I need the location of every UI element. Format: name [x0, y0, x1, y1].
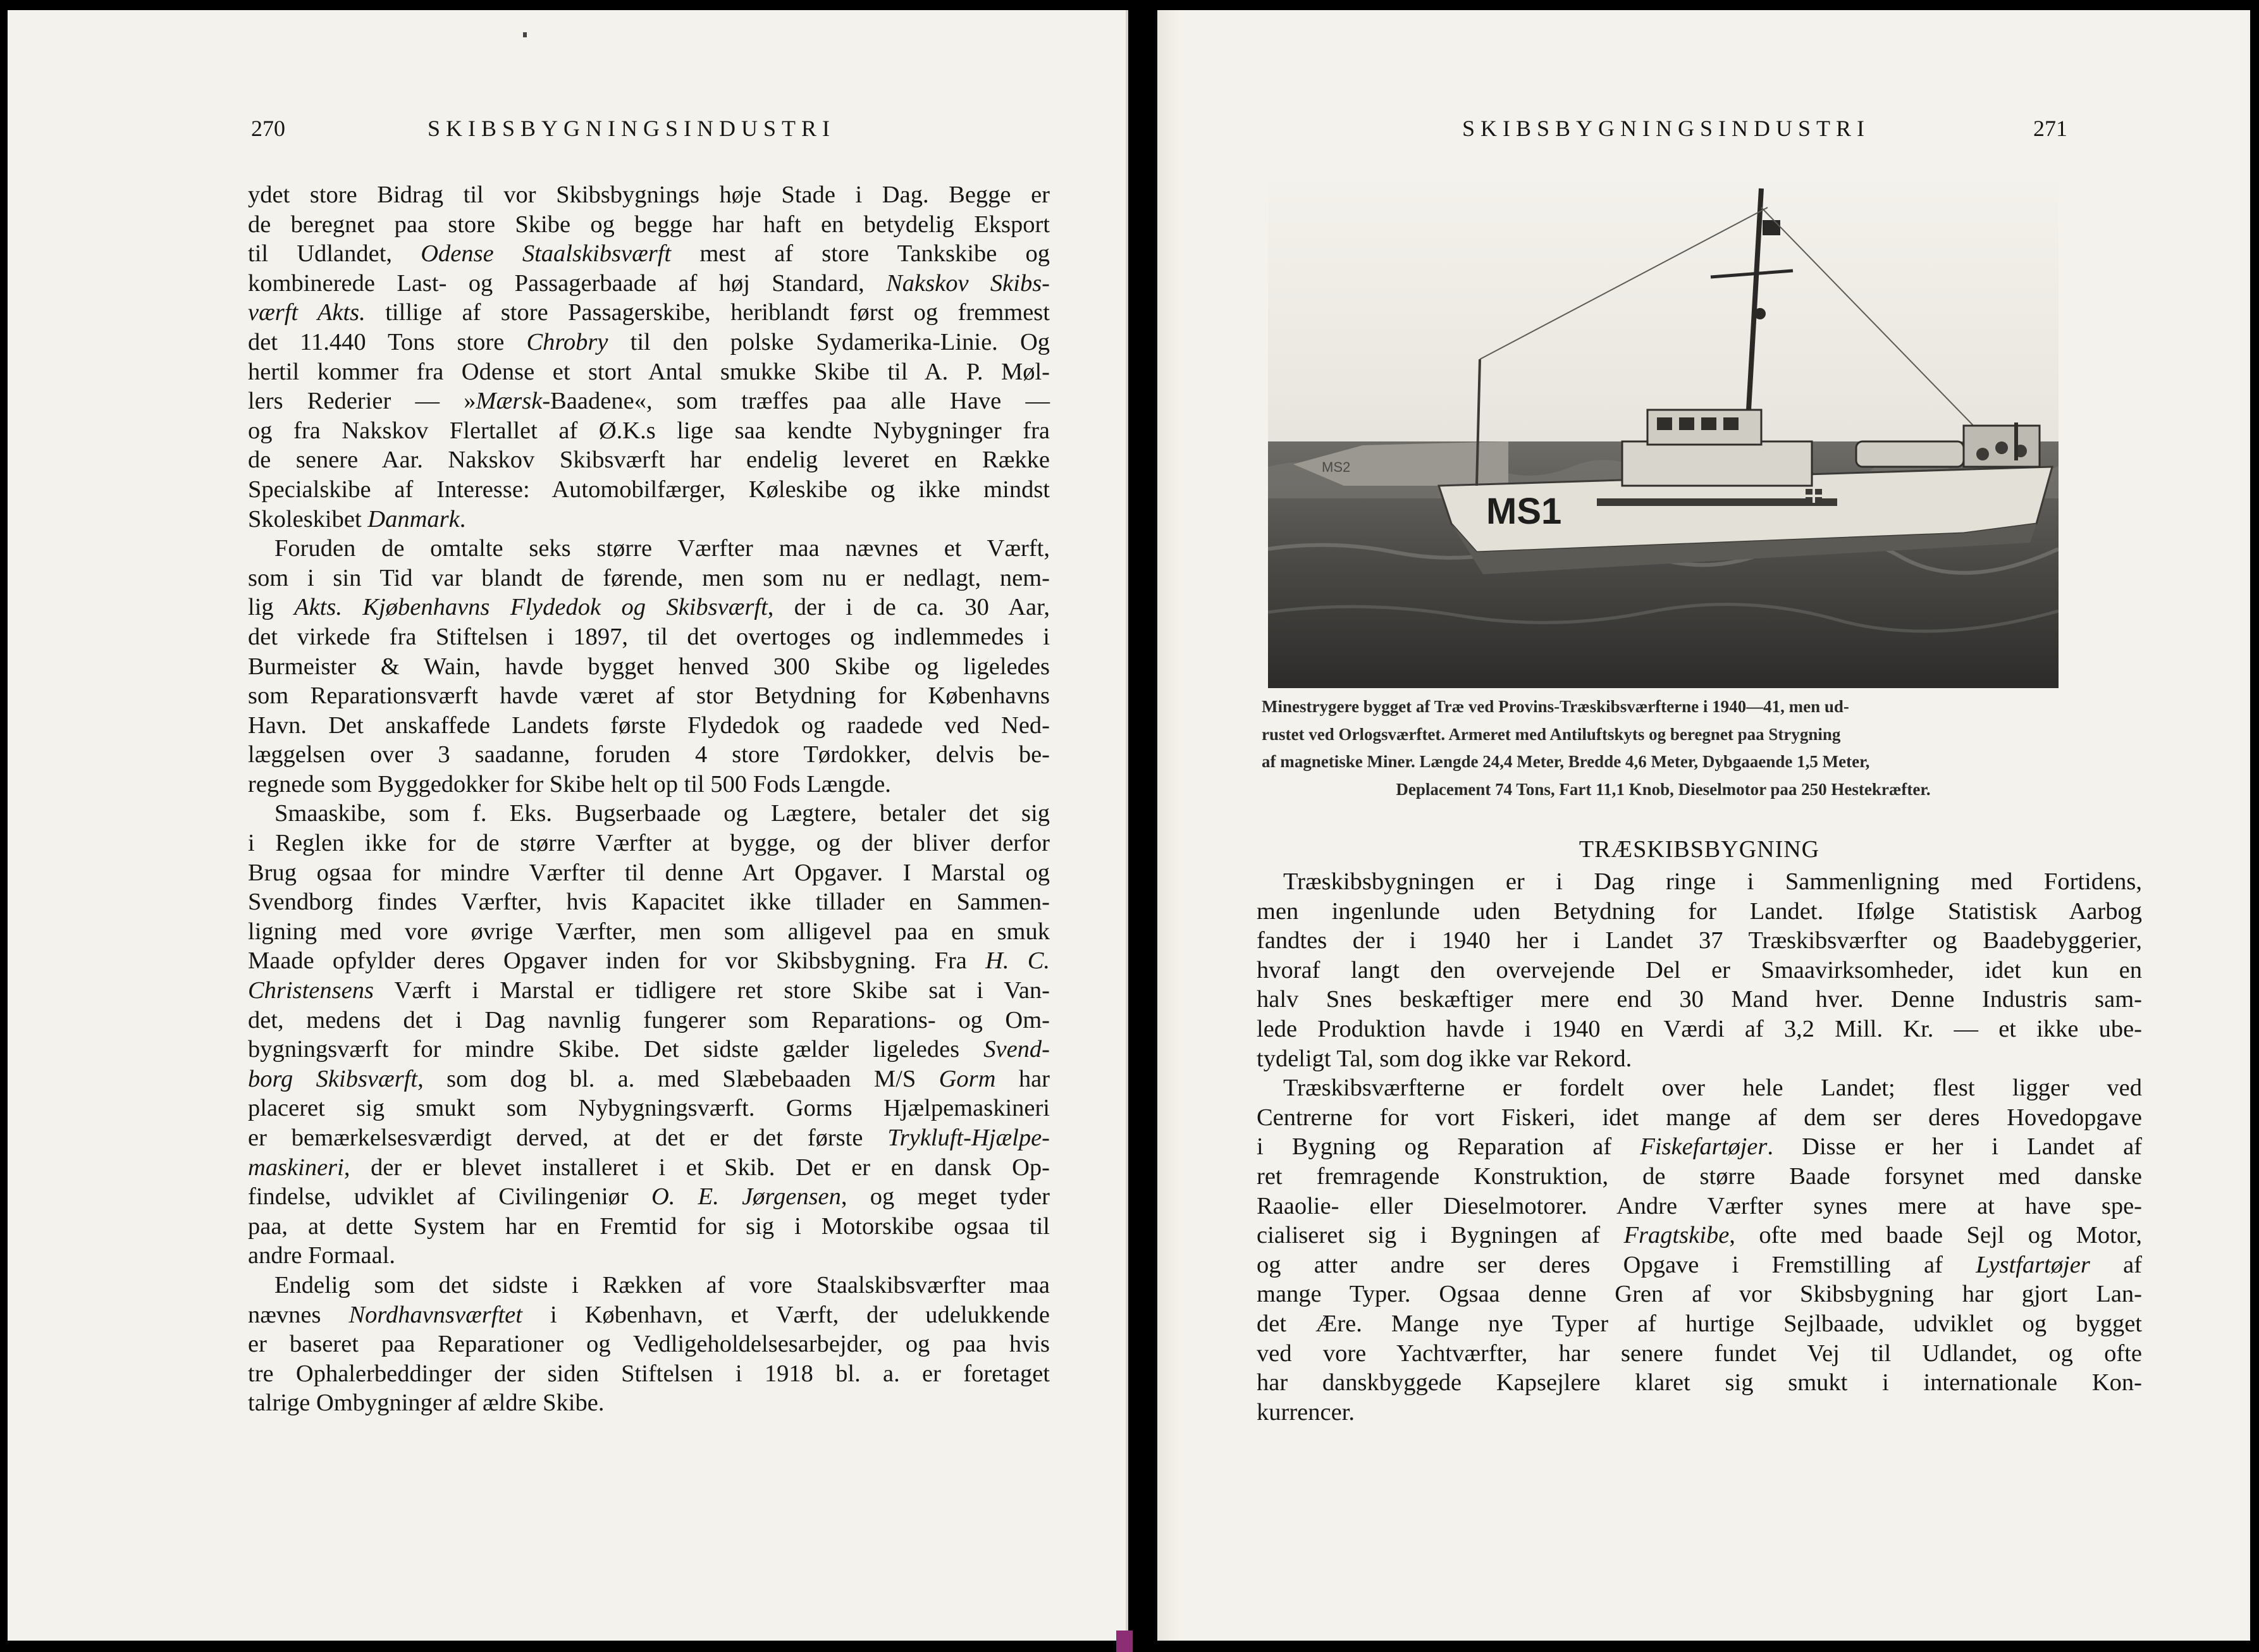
caption-line: af magnetiske Miner. Længde 24,4 Meter, Bredde 4,6 Meter, Dybgaaende 1,5 Meter,	[1262, 752, 1870, 771]
paragraph	[248, 180, 1050, 534]
text-line: ret fremragende Konstruktion, de større Baade forsynet med danske	[1257, 1162, 2142, 1190]
caption-line: Deplacement 74 Tons, Fart 11,1 Knob, Dieselmotor paa 250 Hestekræfter.	[1396, 779, 1931, 799]
text-line: er baseret paa Reparationer og Vedligeholdelsesarbejder, og paa hvis	[248, 1331, 1050, 1358]
text-line: Brug ogsaa for mindre Værfter til denne Art Opgaver. I Marstal og	[248, 859, 1050, 886]
flag-icon	[1763, 220, 1780, 235]
text-line: Raaolie- eller Dieselmotorer. Andre Værfter synes mere at have spe-	[1257, 1192, 2142, 1219]
text-line: og fra Nakskov Flertallet af Ø.K.s lige saa kendte Nybygninger fra	[248, 417, 1050, 444]
running-head-left: SKIBSBYGNINGSINDUSTRI	[428, 116, 836, 141]
paragraph	[248, 534, 1050, 799]
text-line: ved vore Yachtværfter, har senere fundet Vej til Udlandet, og ofte	[1257, 1340, 2142, 1367]
text-line: tydeligt Tal, som dog ikke var Rekord.	[1257, 1045, 1632, 1072]
text-line: findelse, udviklet af Civilingeniør O. E. Jørgensen, og meget tyder	[248, 1183, 1050, 1211]
text-line: men ingenlunde uden Betydning for Landet. Ifølge Statistisk Aarbog	[1257, 897, 2142, 925]
text-line: andre Formaal.	[248, 1242, 396, 1269]
text-line: de senere Aar. Nakskov Skibsværft har endelig leveret en Række	[248, 447, 1050, 474]
svg-text:MS2: MS2	[1322, 459, 1351, 475]
text-line: kombinerede Last- og Passagerbaade af høj Standard, Nakskov Skibs-	[248, 269, 1050, 297]
text-line: Træskibsværfterne er fordelt over hele Landet; flest ligger ved	[1283, 1075, 2142, 1102]
section-heading: TRÆSKIBSBYGNING	[1579, 836, 1820, 863]
text-line: det Ære. Mange nye Typer af hurtige Sejlbaade, udviklet og bygget	[1257, 1310, 2142, 1337]
text-line: Træskibsbygningen er i Dag ringe i Sammenligning med Fortidens,	[1283, 868, 2142, 895]
text-line: paa, at dette System har en Fremtid for sig i Motorskibe ogsaa til	[248, 1212, 1050, 1240]
right-page	[1157, 10, 2250, 1641]
text-line: det 11.440 Tons store Chrobry til den polske Sydamerika-Linie. Og	[248, 328, 1050, 355]
text-line: Smaaskibe, som f. Eks. Bugserbaade og Lægtere, betaler det sig	[274, 800, 1050, 827]
text-line: som Reparationsværft havde været af stor Betydning for Københavns	[248, 682, 1050, 710]
text-line: maskineri, der er blevet installeret i et Skib. Det er en dansk Op-	[248, 1154, 1050, 1181]
paragraph	[1257, 867, 2142, 1073]
text-line: kurrencer.	[1257, 1398, 1355, 1426]
text-line: har danskbyggede Kapsejlere klaret sig smukt i internationale Kon-	[1257, 1369, 2142, 1396]
text-line: er bemærkelsesværdigt derved, at det er det første Trykluft-Hjælpe-	[248, 1125, 1050, 1151]
paragraph	[248, 1271, 1050, 1418]
right-body-text	[1257, 867, 2142, 1427]
text-line: Endelig som det sidste i Rækken af vore Staalskibsværfter maa	[274, 1271, 1050, 1298]
text-line: regnede som Byggedokker for Skibe helt op til 500 Fods Længde.	[248, 770, 891, 798]
page-number-right: 271	[2033, 116, 2067, 141]
paragraph	[248, 799, 1050, 1271]
text-line: Skoleskibet Danmark.	[248, 505, 466, 533]
text-line: i Reglen ikke for de større Værfter at bygge, og der bliver derfor	[248, 830, 1050, 857]
text-line: borg Skibsværft, som dog bl. a. med Slæbebaaden M/S Gorm har	[248, 1065, 1050, 1092]
print-mark	[523, 32, 527, 37]
text-line: talrige Ombygninger af ældre Skibe.	[248, 1390, 605, 1417]
text-line: ydet store Bidrag til vor Skibsbygnings høje Stade i Dag. Begge er	[248, 182, 1050, 208]
text-line: Christensens Værft i Marstal er tidligere ret store Skibe sat i Van-	[248, 977, 1050, 1004]
text-line: Havn. Det anskaffede Landets første Flydedok og raadede ved Ned-	[248, 712, 1050, 739]
caption-line: Minestrygere bygget af Træ ved Provins-Træskibsværfterne i 1940—41, men ud-	[1262, 697, 1849, 716]
text-line: bygningsværft for mindre Skibe. Det sidste gælder ligeledes Svend-	[248, 1036, 1050, 1063]
page-gutter-shadow	[1157, 10, 1180, 1641]
text-line: hvoraf langt den overvejende Del er Smaavirksomheder, idet kun en	[1257, 956, 2142, 983]
text-line: fandtes der i 1940 her i Landet 37 Træskibsværfter og Baadebyggerier,	[1257, 927, 2142, 954]
text-line: lers Rederier — »Mærsk-Baadene«, som træffes paa alle Have —	[248, 388, 1050, 415]
text-line: som i sin Tid var blandt de førende, men som nu er nedlagt, nem-	[248, 564, 1050, 591]
running-head-right: SKIBSBYGNINGSINDUSTRI	[1462, 116, 1871, 141]
hull-marking: MS1	[1486, 491, 1562, 532]
text-line: tre Ophalerbeddinger der siden Stiftelsen i 1918 bl. a. er foretaget	[248, 1360, 1050, 1387]
left-page	[8, 10, 1128, 1641]
minesweeper-photo	[1268, 170, 2059, 688]
text-line: og atter andre ser deres Opgave i Fremstilling af Lystfartøjer af	[1257, 1251, 2142, 1278]
text-line: Burmeister & Wain, havde bygget henved 300 Skibe og ligeledes	[248, 653, 1050, 680]
text-line: halv Snes beskæftiger mere end 30 Mand hver. Denne Industris sam-	[1257, 986, 2142, 1013]
text-line: i Bygning og Reparation af Fiskefartøjer. Disse er her i Landet af	[1257, 1133, 2142, 1161]
caption-line: rustet ved Orlogsværftet. Armeret med Antiluftskyts og beregnet paa Strygning	[1262, 724, 1841, 744]
text-line: det virkede fra Stiftelsen i 1897, til det overtoges og indlemmedes i	[248, 623, 1050, 650]
text-line: Specialskibe af Interesse: Automobilfærger, Køleskibe og ikke mindst	[248, 476, 1050, 503]
text-line: cialiseret sig i Bygningen af Fragtskibe, ofte med baade Sejl og Motor,	[1257, 1222, 2142, 1249]
photo-caption	[1262, 693, 2065, 803]
paragraph	[1257, 1073, 2142, 1427]
text-line: mange Typer. Ogsaa denne Gren af vor Skibsbygning har gjort Lan-	[1257, 1281, 2142, 1308]
text-line: Maade opfylder deres Opgaver inden for vor Skibsbygning. Fra H. C.	[248, 947, 1050, 975]
text-line: til Udlandet, Odense Staalskibsværft mest af store Tankskibe og	[248, 240, 1050, 268]
deckhouse	[1622, 441, 1812, 486]
text-line: Centrerne for vort Fiskeri, idet mange af dem ser deres Hovedopgave	[1257, 1104, 2142, 1131]
lifeboat	[1856, 441, 1964, 467]
text-line: Foruden de omtalte seks større Værfter maa nævnes et Værft,	[274, 535, 1050, 562]
clip-mark	[1116, 1630, 1133, 1652]
text-line: nævnes Nordhavnsværftet i København, et Værft, der udelukkende	[248, 1301, 1050, 1328]
text-line: læggelsen over 3 saadanne, foruden 4 store Tørdokker, delvis be-	[248, 741, 1050, 768]
left-body-text	[248, 180, 1050, 1418]
text-line: værft Akts. tillige af store Passagerskibe, heriblandt først og fremmest	[248, 299, 1050, 326]
text-line: placeret sig smukt som Nybygningsværft. Gorms Hjælpemaskineri	[248, 1095, 1050, 1122]
text-line: lede Produktion havde i 1940 en Værdi af 3,2 Mill. Kr. — et ikke ube-	[1257, 1015, 2142, 1042]
text-line: Svendborg findes Værfter, hvis Kapacitet ikke tillader en Sammen-	[248, 889, 1050, 916]
page-number-left: 270	[251, 116, 285, 141]
text-line: lig Akts. Kjøbenhavns Flydedok og Skibsværft, der i de ca. 30 Aar,	[248, 594, 1050, 621]
text-line: hertil kommer fra Odense et stort Antal smukke Skibe til A. P. Møl-	[248, 358, 1050, 385]
text-line: de beregnet paa store Skibe og begge har haft en betydelig Eksport	[248, 211, 1050, 238]
text-line: det, medens det i Dag navnlig fungerer som Reparations- og Om-	[248, 1006, 1050, 1033]
text-line: ligning med vore øvrige Værfter, men som alligevel paa en smuk	[248, 918, 1050, 945]
